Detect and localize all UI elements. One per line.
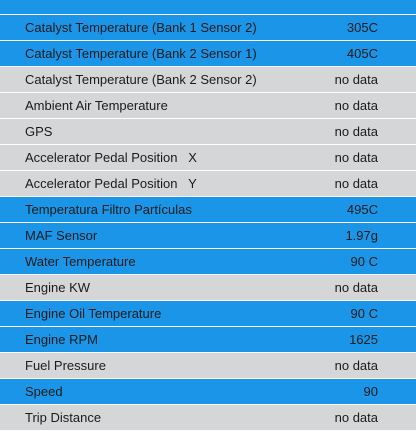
sensor-label: Speed [25,384,63,399]
sensor-row[interactable] [0,249,416,274]
sensor-row[interactable] [0,275,416,300]
sensor-row[interactable] [0,197,416,222]
sensor-value: no data [334,124,378,139]
sensor-value: 405C [346,46,378,61]
sensor-row[interactable] [0,0,416,14]
sensor-row[interactable] [0,15,416,40]
sensor-row[interactable] [0,379,416,404]
sensor-row[interactable] [0,353,416,378]
sensor-value: 1625 [349,332,378,347]
sensor-label: Accelerator Pedal Position X [25,150,197,165]
sensor-label: Catalyst Temperature (Bank 1 Sensor 2) [25,20,257,35]
sensor-value: 90 [363,384,378,399]
sensor-row[interactable] [0,41,416,66]
sensor-value: 90 C [350,306,378,321]
sensor-label: Catalyst Temperature (Bank 2 Sensor 2) [25,72,257,87]
sensor-row[interactable] [0,67,416,92]
sensor-label: Engine RPM [25,332,98,347]
sensor-value: 495C [346,202,378,217]
sensor-value: no data [334,72,378,87]
sensor-row[interactable] [0,171,416,196]
sensor-label: Trip Distance [25,410,102,425]
sensor-value: no data [334,98,378,113]
sensor-value: no data [334,410,378,425]
sensor-value: no data [334,280,378,295]
sensor-label: Fuel Pressure [25,358,106,373]
sensor-value: 1.97g [345,228,378,243]
sensor-row[interactable] [0,405,416,430]
sensor-label: Engine Oil Temperature [25,306,162,321]
sensor-label: Water Temperature [25,254,136,269]
sensor-value: no data [334,176,378,191]
sensor-row[interactable] [0,145,416,170]
sensor-label: Accelerator Pedal Position Y [25,176,197,191]
sensor-label: Temperatura Filtro Partículas [25,202,192,217]
sensor-row[interactable] [0,301,416,326]
sensor-row[interactable] [0,223,416,248]
sensor-value: no data [334,150,378,165]
sensor-value: 305C [346,20,378,35]
sensor-row[interactable] [0,93,416,118]
sensor-row[interactable] [0,327,416,352]
sensor-row[interactable] [0,119,416,144]
sensor-label: Ambient Air Temperature [25,98,168,113]
sensor-label: Engine KW [25,280,91,295]
sensor-label: MAF Sensor [25,228,98,243]
sensor-label: GPS [25,124,53,139]
sensor-value: 90 C [350,254,378,269]
sensor-value: no data [334,358,378,373]
sensor-label: Catalyst Temperature (Bank 2 Sensor 1) [25,46,257,61]
